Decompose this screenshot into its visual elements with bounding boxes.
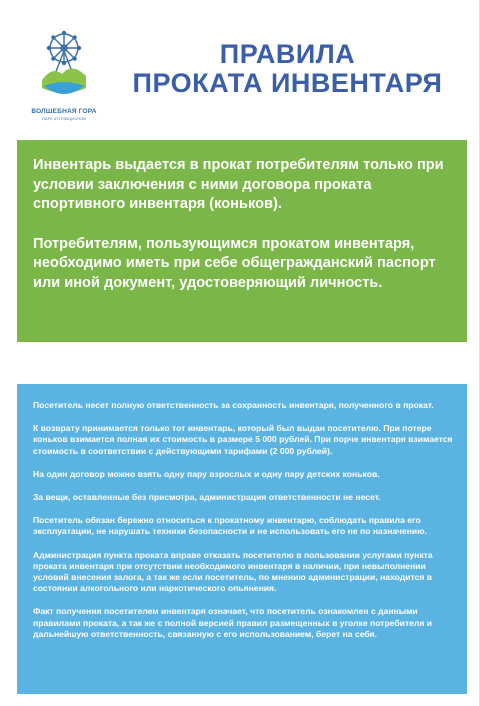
rule-paragraph: Посетитель несет полную ответственность за сохранность инвентаря, полученного в прокат. [33, 400, 434, 410]
ferris-wheel-icon [42, 28, 86, 106]
rule-paragraph: Факт получения посетителем инвентаря означает, что посетитель ознакомлен с данными правилами проката, а так же с полной версией правил размещенных в уголке потребителя и дальнейшую ответственность, связанную с его использованием, берет на себя. [33, 606, 433, 639]
logo-name: ВОЛШЕБНАЯ ГОРА [31, 108, 97, 115]
rule-paragraph: Администрация пункта проката вправе отказать посетителю в пользовании услугами пункта проката инвентаря при отсутствии необходимого инвентаря в наличии, при невыполнении условий внесения залога, а так же если посетитель, по мнению администрации, находится в состоянии алкогольного или наркотического опьянения. [33, 549, 433, 594]
green-info-box [17, 140, 467, 342]
rule-paragraph: На один договор можно взять одну пару взрослых и одну пару детских коньков. [33, 468, 380, 479]
page-title [110, 40, 465, 98]
green-paragraph: Инвентарь выдается в прокат потребителям только при условии заключения с ними договора проката спортивного инвентаря (коньков). [33, 157, 444, 212]
rule-paragraph: К возврату принимается только тот инвентарь, который был выдан посетителю. При потере коньков взимается полная их стоимость в размере 5 000 рублей. При порче инвентаря взимается стоимость в соответствии с действующими тарифами (2 000 рублей). [33, 423, 453, 456]
logo-subtitle: ПАРК АТТРАКЦИОНОВ [42, 116, 86, 121]
title-line-2: ПРОКАТА ИНВЕНТАРЯ [132, 68, 443, 98]
park-logo [24, 28, 104, 120]
rule-paragraph: За вещи, оставленные без присмотра, администрация ответственности не несет. [33, 492, 381, 503]
rule-paragraph: Посетитель обязан бережно относиться к прокатному инвентарю, соблюдать правила его эксплуатации, не нарушать техники безопасности и не использовать его не по назначению. [33, 515, 427, 537]
green-paragraph: Потребителям, пользующимся прокатом инвентаря, необходимо иметь при себе общегражданский паспорт или иной документ, удостоверяющий личность. [33, 235, 436, 291]
title-line-1: ПРАВИЛА [219, 39, 356, 69]
blue-rules-box [17, 384, 467, 694]
